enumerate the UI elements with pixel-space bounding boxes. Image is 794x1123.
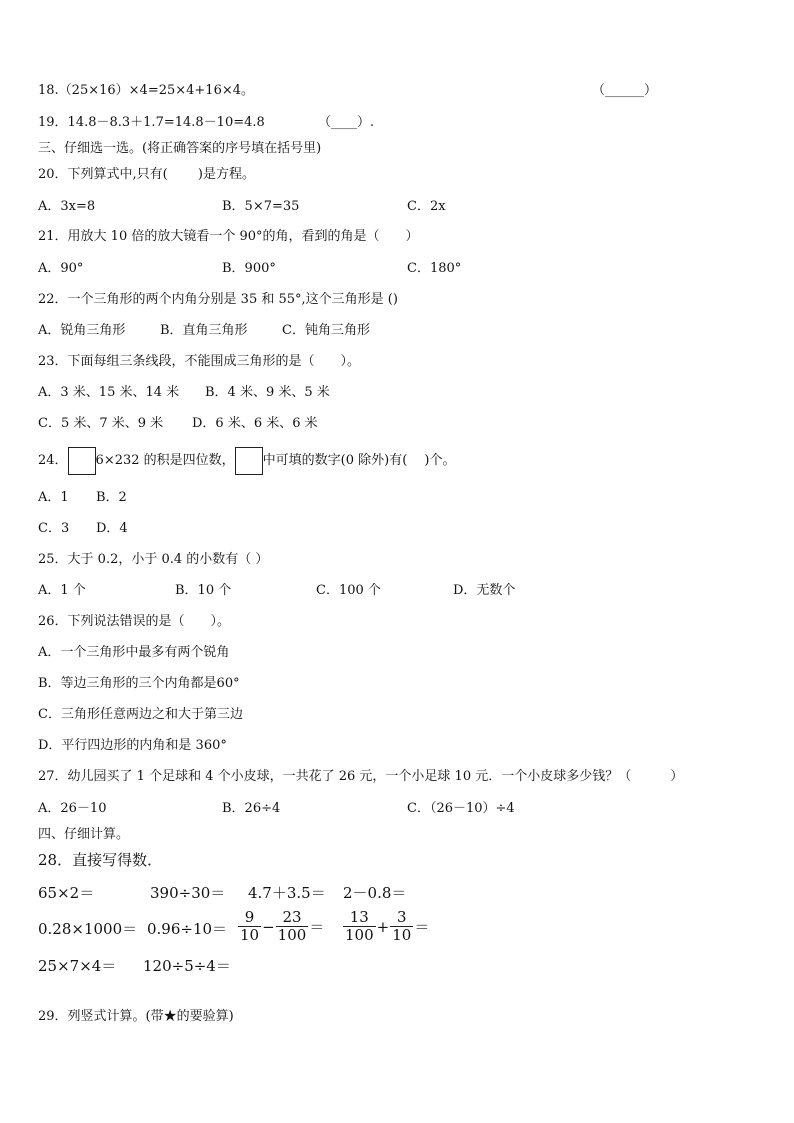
- fraction-23-100: $\frac{23}{100}$: [277, 908, 307, 944]
- q24-stem: [38, 446, 455, 476]
- q20-option-b[interactable]: B．5×7=35: [222, 199, 300, 214]
- fraction-13-100: $\frac{13}{100}$: [345, 908, 374, 944]
- minus-sign: −: [262, 917, 275, 936]
- q24-option-a[interactable]: A．1: [38, 490, 69, 505]
- section-4-title: 四、仔细计算。: [38, 827, 130, 842]
- q24-digit-box-2[interactable]: [235, 447, 263, 475]
- q25-option-c[interactable]: C．100 个: [316, 583, 381, 598]
- q28-item-9: 25×7×4＝: [38, 957, 117, 975]
- q29-title: 29．列竖式计算。(带★的要验算): [38, 1009, 234, 1024]
- q23-stem: 23．下面每组三条线段，不能围成三角形的是（ ）。: [38, 354, 361, 369]
- q28-item-10: 120÷5÷4＝: [143, 957, 231, 975]
- q24-number: 24．: [38, 453, 68, 468]
- q22-option-b[interactable]: B．直角三角形: [160, 323, 248, 338]
- q21-option-c[interactable]: C．180°: [407, 261, 462, 276]
- q26-option-c[interactable]: C．三角形任意两边之和大于第三边: [38, 707, 243, 722]
- q24-option-d[interactable]: D．4: [96, 521, 128, 536]
- equals-sign: ＝: [414, 917, 430, 936]
- q23-option-d[interactable]: D．6 米、6 米、6 米: [192, 416, 318, 431]
- equals-sign: ＝: [309, 917, 325, 936]
- q28-item-4: 2－0.8＝: [343, 884, 407, 902]
- q21-option-a[interactable]: A．90°: [38, 261, 84, 276]
- q23-option-c[interactable]: C．5 米、7 米、9 米: [38, 416, 164, 431]
- q26-option-a[interactable]: A．一个三角形中最多有两个锐角: [38, 645, 230, 660]
- q24-digit-box-1[interactable]: [68, 447, 96, 475]
- q28-item-1: 65×2＝: [38, 884, 95, 902]
- q28-fraction-expression-1: [238, 909, 325, 944]
- q18-statement: 18.（25×16）×4=25×4+16×4。: [38, 83, 255, 98]
- q19-statement: 19．14.8－8.3＋1.7=14.8－10=4.8: [38, 115, 265, 130]
- q23-option-b[interactable]: B．4 米、9 米、5 米: [205, 385, 330, 400]
- q20-stem: 20．下列算式中,只有( )是方程。: [38, 167, 255, 182]
- q20-option-a[interactable]: A．3x=8: [38, 199, 96, 214]
- q18-answer-blank[interactable]: （______）: [592, 83, 658, 98]
- q26-option-d[interactable]: D．平行四边形的内角和是 360°: [38, 738, 227, 753]
- q20-option-c[interactable]: C．2x: [407, 199, 446, 214]
- fraction-9-10: $\frac{9}{10}$: [240, 908, 260, 944]
- q21-stem: 21．用放大 10 倍的放大镜看一个 90°的角，看到的角是（ ）: [38, 229, 419, 244]
- q24-option-c[interactable]: C．3: [38, 521, 70, 536]
- q27-option-c[interactable]: C．（26－10）÷4: [407, 801, 515, 816]
- plus-sign: +: [376, 917, 390, 936]
- q19-answer-blank[interactable]: （____）.: [318, 115, 375, 130]
- q25-option-b[interactable]: B．10 个: [175, 583, 232, 598]
- q22-stem: 22．一个三角形的两个内角分别是 35 和 55°,这个三角形是 (): [38, 292, 398, 307]
- q28-item-6: 0.96÷10＝: [147, 920, 228, 938]
- q25-stem: 25．大于 0.2，小于 0.4 的小数有（ ）: [38, 552, 269, 567]
- q24-option-b[interactable]: B．2: [96, 490, 127, 505]
- q21-option-b[interactable]: B．900°: [222, 261, 276, 276]
- q22-option-a[interactable]: A．锐角三角形: [38, 323, 126, 338]
- q24-text-end: 中可填的数字(0 除外)有( )个。: [262, 453, 456, 468]
- q28-title: 28．直接写得数．: [38, 851, 163, 869]
- q23-option-a[interactable]: A．3 米、15 米、14 米: [38, 385, 180, 400]
- q24-text-mid: 6×232 的积是四位数，: [95, 453, 235, 468]
- q27-option-b[interactable]: B．26÷4: [222, 801, 281, 816]
- q26-option-b[interactable]: B．等边三角形的三个内角都是60°: [38, 676, 240, 691]
- fraction-3-10: $\frac{3}{10}$: [392, 908, 412, 944]
- q25-option-d[interactable]: D．无数个: [453, 583, 516, 598]
- q28-item-3: 4.7＋3.5＝: [248, 884, 326, 902]
- q22-option-c[interactable]: C．钝角三角形: [282, 323, 370, 338]
- q27-option-a[interactable]: A．26－10: [38, 801, 107, 816]
- q27-stem: 27．幼儿园买了 1 个足球和 4 个小皮球，一共花了 26 元，一个小足球 10 元．一个小皮球多少钱？（ ）: [38, 769, 684, 784]
- q28-item-5: 0.28×1000＝: [38, 920, 138, 938]
- section-3-title: 三、仔细选一选。(将正确答案的序号填在括号里): [38, 141, 322, 156]
- q25-option-a[interactable]: A．1 个: [38, 583, 86, 598]
- q28-fraction-expression-2: [343, 909, 430, 944]
- q26-stem: 26．下列说法错误的是（ ）。: [38, 614, 231, 629]
- q28-item-2: 390÷30＝: [150, 884, 226, 902]
